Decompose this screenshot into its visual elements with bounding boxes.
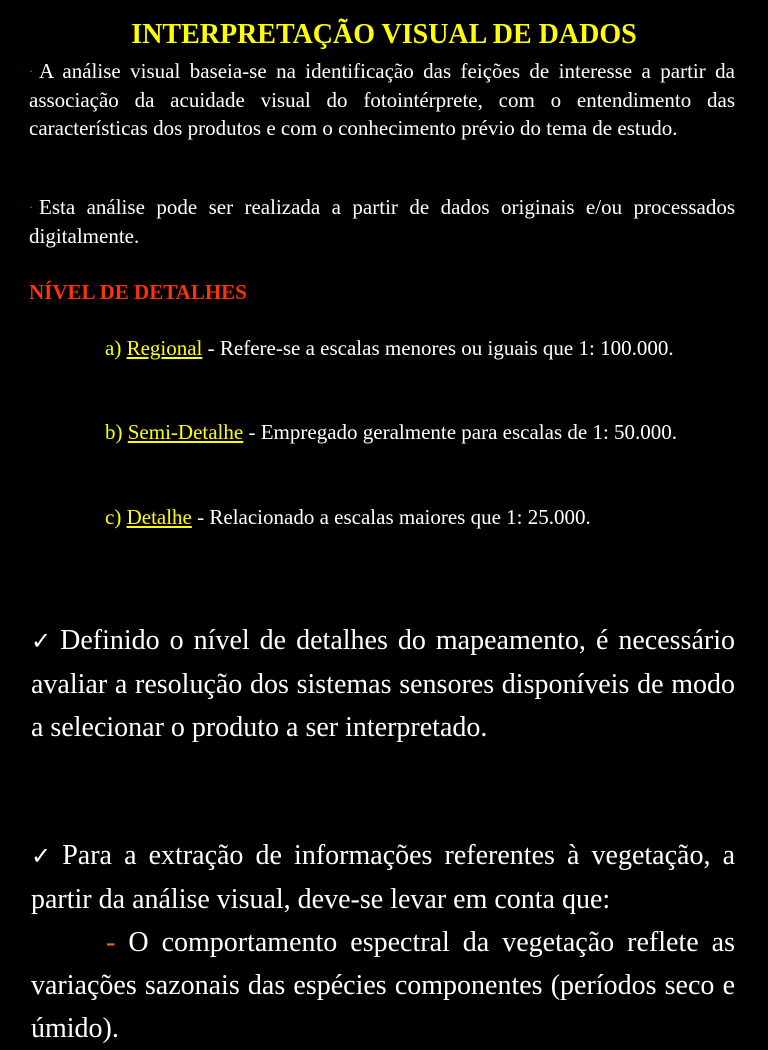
section-heading-detail-level: NÍVEL DE DETALHES: [29, 280, 247, 304]
level-term: Detalhe: [126, 505, 192, 529]
level-item-detalhe: [105, 503, 735, 532]
level-term: Regional: [126, 336, 203, 360]
level-item-regional: [105, 334, 735, 363]
level-item-semi-detalhe: [105, 418, 735, 447]
level-term: Semi-Detalhe: [127, 420, 244, 444]
check-icon: ✓: [31, 842, 57, 870]
level-description: - Refere-se a escalas menores ou iguais que 1: 100.000.: [202, 336, 674, 360]
bullet-icon: ·: [29, 200, 33, 214]
dash-bullet: -: [106, 927, 116, 958]
paragraph-visual-analysis: [29, 57, 735, 143]
page-title: INTERPRETAÇÃO VISUAL DE DADOS: [131, 19, 637, 50]
paragraph-data-sources: [29, 193, 735, 250]
level-marker: c): [105, 505, 122, 529]
paragraph-text: Esta análise pode ser realizada a partir de dados originais e/ou processados digitalmente.: [29, 195, 735, 248]
checklist-text: Para a extração de informações referentes à vegetação, a partir da análise visual, deve-se levar em conta que:: [31, 840, 735, 915]
checklist-item-vegetation: [31, 834, 735, 1050]
level-description: - Empregado geralmente para escalas de 1: 50.000.: [243, 420, 678, 444]
checklist-item-resolution: [31, 619, 735, 749]
checklist-text: Definido o nível de detalhes do mapeamento, é necessário avaliar a resolução dos sistemas sensores disponíveis de modo a selecionar o produto a ser interpretado.: [31, 625, 735, 743]
checklist-subtext: O comportamento espectral da vegetação reflete as variações sazonais das espécies componentes (períodos seco e úmido).: [31, 927, 735, 1044]
level-marker: a): [105, 336, 122, 360]
bullet-icon: ·: [29, 64, 33, 78]
check-icon: ✓: [31, 627, 55, 655]
level-description: - Relacionado a escalas maiores que 1: 25.000.: [191, 505, 591, 529]
paragraph-text: A análise visual baseia-se na identificação das feições de interesse a partir da associação da acuidade visual do fotointérprete, com o entendimento das características dos produtos e com o conhecimento prévio do tema de estudo.: [29, 59, 735, 140]
level-marker: b): [105, 420, 123, 444]
